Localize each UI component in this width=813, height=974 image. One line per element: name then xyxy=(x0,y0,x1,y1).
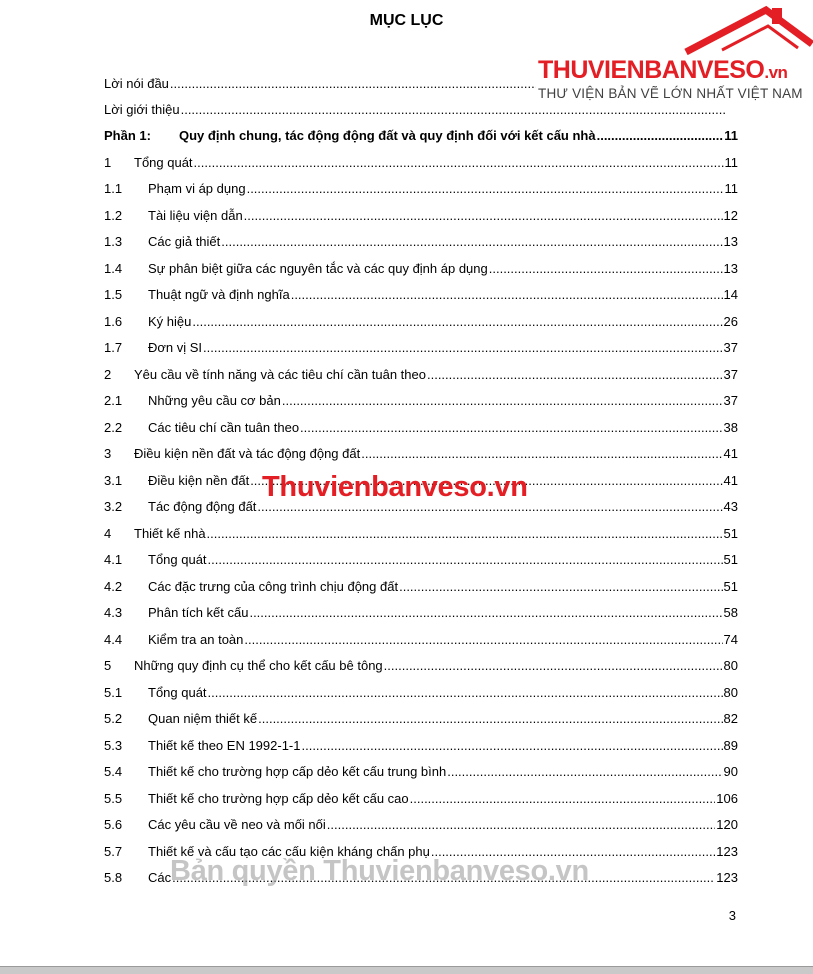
toc-entry-page: 80 xyxy=(723,658,738,673)
toc-entry-number: Phần 1: xyxy=(104,128,151,143)
logo-main-text: THUVIENBANVESO xyxy=(538,56,765,84)
toc-entry-number: 5.6 xyxy=(104,817,123,832)
toc-entry-page: 43 xyxy=(723,499,738,514)
toc-entry-number: 1.2 xyxy=(104,208,123,223)
toc-entry[interactable] xyxy=(104,230,738,250)
toc-entry-title: Yêu cầu về tính năng và các tiêu chí cần tuân theo xyxy=(134,367,426,382)
toc-entry-number: 3 xyxy=(104,446,112,461)
toc-entry[interactable] xyxy=(104,442,738,462)
toc-entry-title: Tổng quát xyxy=(148,685,207,700)
toc-entry-title: Các yêu cầu về neo và mối nối xyxy=(148,817,326,832)
toc-dot-leader xyxy=(361,446,722,462)
toc-entry-page: 82 xyxy=(723,711,738,726)
toc-entry-number: 1.6 xyxy=(104,314,123,329)
toc-entry-number: 1.3 xyxy=(104,234,123,249)
watermark-center: Thuvienbanveso.vn xyxy=(262,471,528,503)
toc-entry-number: 1.4 xyxy=(104,261,123,276)
toc-entry-title: Thiết kế cho trường hợp cấp dẻo kết cấu cao xyxy=(148,791,409,806)
toc-entry-page: 51 xyxy=(723,552,738,567)
toc-entry-page: 37 xyxy=(723,367,738,382)
toc-dot-leader xyxy=(249,605,722,621)
logo-tld: .vn xyxy=(764,63,788,82)
toc-entry-page: 37 xyxy=(723,340,738,355)
toc-entry-title: Quan niệm thiết kế xyxy=(148,711,258,726)
toc-entry-title: Quy định chung, tác động động đất và quy định đối với kết cấu nhà xyxy=(179,128,596,143)
logo-wordmark xyxy=(538,56,787,85)
toc-entry[interactable] xyxy=(104,628,738,648)
toc-dot-leader xyxy=(203,340,722,356)
toc-entry[interactable] xyxy=(104,416,738,436)
toc-entry[interactable] xyxy=(104,389,738,409)
toc-entry-page: 106 xyxy=(716,791,738,806)
page-title: MỤC LỤC xyxy=(369,12,444,29)
toc-entry-title: Kiểm tra an toàn xyxy=(148,632,244,647)
toc-dot-leader xyxy=(258,711,722,727)
toc-dot-leader xyxy=(300,420,722,436)
toc-dot-leader xyxy=(282,393,723,409)
toc-dot-leader xyxy=(301,738,722,754)
toc-entry[interactable] xyxy=(104,204,738,224)
toc-entry-number: 1.7 xyxy=(104,340,123,355)
toc-entry-number: 5.2 xyxy=(104,711,123,726)
toc-entry-number: 2.1 xyxy=(104,393,123,408)
toc-entry-page: 12 xyxy=(723,208,738,223)
toc-entry[interactable] xyxy=(104,707,738,727)
toc-dot-leader xyxy=(427,367,723,383)
toc-entry-number: 1 xyxy=(104,155,112,170)
toc-entry-page: 13 xyxy=(723,261,738,276)
toc-entry-title: Các xyxy=(148,870,172,885)
toc-entry-page: 11 xyxy=(724,155,738,170)
toc-dot-leader xyxy=(447,764,722,780)
toc-entry[interactable] xyxy=(104,283,738,303)
toc-dot-leader xyxy=(194,155,724,171)
toc-entry[interactable] xyxy=(104,522,738,542)
page-number: 3 xyxy=(728,908,736,923)
toc-entry-number: 4.4 xyxy=(104,632,123,647)
toc-dot-leader xyxy=(207,526,723,542)
toc-entry-page: 37 xyxy=(723,393,738,408)
toc-entry[interactable] xyxy=(104,151,738,171)
toc-entry[interactable] xyxy=(104,310,738,330)
toc-entry-page: 89 xyxy=(723,738,738,753)
toc-entry-title: Các đặc trưng của công trình chịu động đất xyxy=(148,579,399,594)
toc-entry-number: 3.2 xyxy=(104,499,123,514)
toc-entry-page: 14 xyxy=(723,287,738,302)
toc-entry-title: Tổng quát xyxy=(148,552,207,567)
toc-entry-number: 5.5 xyxy=(104,791,123,806)
toc-entry-page: 11 xyxy=(724,128,738,143)
toc-entry-title: Các giả thiết xyxy=(148,234,221,249)
toc-entry-page: 51 xyxy=(723,526,738,541)
toc-entry-number: 3.1 xyxy=(104,473,123,488)
toc-entry-title: Những yêu cầu cơ bản xyxy=(148,393,281,408)
toc-entry-title: Thiết kế cho trường hợp cấp dẻo kết cấu trung bình xyxy=(148,764,447,779)
toc-entry[interactable] xyxy=(104,734,738,754)
toc-entry-page: 90 xyxy=(723,764,738,779)
toc-entry-title: Đơn vị SI xyxy=(148,340,203,355)
toc-entry-number: 2.2 xyxy=(104,420,123,435)
toc-dot-leader xyxy=(221,234,722,250)
toc-entry-title: Thuật ngữ và định nghĩa xyxy=(148,287,290,302)
toc-entry-page: 51 xyxy=(723,579,738,594)
toc-entry[interactable] xyxy=(104,257,738,277)
toc-entry[interactable] xyxy=(104,813,738,833)
toc-entry[interactable] xyxy=(104,363,738,383)
toc-entry-number: 4.1 xyxy=(104,552,123,567)
toc-entry-page: 74 xyxy=(723,632,738,647)
toc-entry-title: Điều kiện nền đất xyxy=(148,473,250,488)
toc-entry[interactable] xyxy=(104,548,738,568)
toc-dot-leader xyxy=(208,552,723,568)
toc-entry-title: Sự phân biệt giữa các nguyên tắc và các quy định áp dụng xyxy=(148,261,488,276)
toc-dot-leader xyxy=(244,632,722,648)
toc-entry-title: Thiết kế và cấu tạo các cấu kiện kháng chấn phụ xyxy=(148,844,430,859)
toc-dot-leader xyxy=(247,181,724,197)
toc-entry[interactable] xyxy=(104,124,738,144)
toc-dot-leader xyxy=(291,287,723,303)
toc-entry[interactable] xyxy=(104,681,738,701)
toc-entry-page: 80 xyxy=(723,685,738,700)
toc-entry-title: Thiết kế theo EN 1992-1-1 xyxy=(148,738,301,753)
toc-entry-number: 5.3 xyxy=(104,738,123,753)
toc-entry-number: 4.2 xyxy=(104,579,123,594)
toc-dot-leader xyxy=(399,579,722,595)
toc-entry-number: 5.1 xyxy=(104,685,123,700)
toc-dot-leader xyxy=(192,314,722,330)
toc-entry-title: Tổng quát xyxy=(134,155,193,170)
toc-entry-page: 120 xyxy=(716,817,738,832)
toc-entry-number: 5.7 xyxy=(104,844,123,859)
toc-entry-title: Phân tích kết cấu xyxy=(148,605,249,620)
toc-dot-leader xyxy=(410,791,716,807)
toc-entry-page: 11 xyxy=(724,181,738,196)
toc-dot-leader xyxy=(489,261,723,277)
site-logo[interactable] xyxy=(536,4,813,106)
toc-entry-title: Thiết kế nhà xyxy=(134,526,206,541)
toc-entry-title: Lời nói đầu xyxy=(104,76,169,91)
toc-entry[interactable] xyxy=(104,787,738,807)
toc-entry[interactable] xyxy=(104,760,738,780)
toc-entry-number: 5.8 xyxy=(104,870,123,885)
toc-dot-leader xyxy=(208,685,723,701)
toc-entry[interactable] xyxy=(104,336,738,356)
toc-entry-page: 41 xyxy=(723,473,738,488)
toc-entry[interactable] xyxy=(104,177,738,197)
toc-entry-number: 1.1 xyxy=(104,181,123,196)
toc-entry[interactable] xyxy=(104,575,738,595)
toc-entry-number: 5.4 xyxy=(104,764,123,779)
toc-entry-title: Tác động động đất xyxy=(148,499,257,514)
toc-entry-number: 5 xyxy=(104,658,112,673)
toc-entry-page: 26 xyxy=(723,314,738,329)
toc-entry-page: 38 xyxy=(723,420,738,435)
toc-entry-title: Ký hiệu xyxy=(148,314,192,329)
toc-entry-number: 2 xyxy=(104,367,112,382)
toc-entry-page: 123 xyxy=(716,870,738,885)
toc-entry-page: 58 xyxy=(723,605,738,620)
watermark-bottom: Bản quyền Thuvienbanveso.vn xyxy=(170,855,589,887)
toc-entry-number: 1.5 xyxy=(104,287,123,302)
toc-dot-leader xyxy=(597,128,724,144)
toc-entry-title: Lời giới thiệu xyxy=(104,102,180,117)
toc-dot-leader xyxy=(244,208,723,224)
toc-entry-title: Tài liệu viện dẫn xyxy=(148,208,243,223)
toc-entry-number: 4.3 xyxy=(104,605,123,620)
toc-dot-leader xyxy=(327,817,716,833)
toc-entry-number: 4 xyxy=(104,526,112,541)
toc-entry-title: Những quy định cụ thể cho kết cấu bê tông xyxy=(134,658,383,673)
toc-dot-leader xyxy=(384,658,723,674)
toc-entry[interactable] xyxy=(104,654,738,674)
toc-entry[interactable] xyxy=(104,601,738,621)
logo-tagline: THƯ VIỆN BẢN VẼ LỚN NHẤT VIỆT NAM xyxy=(538,86,803,101)
toc-entry-page: 13 xyxy=(723,234,738,249)
toc-entry-page: 123 xyxy=(716,844,738,859)
toc-entry-title: Phạm vi áp dụng xyxy=(148,181,246,196)
house-roof-icon xyxy=(536,4,813,64)
toc-entry-title: Các tiêu chí cần tuân theo xyxy=(148,420,300,435)
toc-entry-page: 41 xyxy=(723,446,738,461)
toc-entry-title: Điều kiện nền đất và tác động động đất xyxy=(134,446,361,461)
